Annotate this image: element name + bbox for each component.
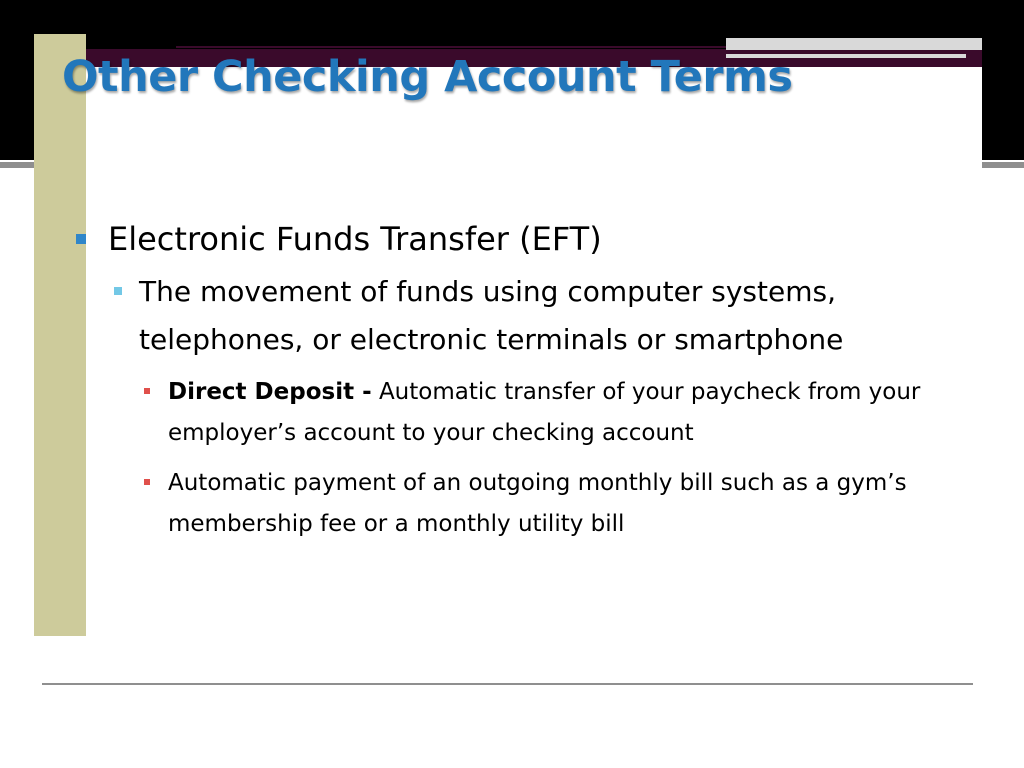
bullet-text: Automatic payment of an outgoing monthly bill such as a gym’s membership fee or a monthly utility bill [168,470,907,537]
bullet-level-3 [142,463,972,545]
footer-divider [42,683,973,685]
top-gray-bar [726,38,982,50]
slide-title: Other Checking Account Terms [62,52,793,102]
bullet-level-3 [142,372,972,454]
bullet-text [168,372,972,454]
bullet-text: Electronic Funds Transfer (EFT) [108,220,602,258]
bullet-level-2 [112,268,972,364]
term-definition: Automatic transfer of your paycheck from your employer’s account to your checking account [168,379,921,446]
bullet-level-1 [72,212,972,266]
square-bullet-icon [144,388,150,394]
slide-body [72,212,972,545]
square-bullet-icon [144,479,150,485]
term-label: Direct Deposit - [168,379,372,405]
bullet-text: The movement of funds using computer systems, telephones, or electronic terminals or smartphone [139,275,844,356]
square-bullet-icon [114,287,122,295]
square-bullet-icon [76,234,86,244]
top-accent-line [176,46,726,48]
